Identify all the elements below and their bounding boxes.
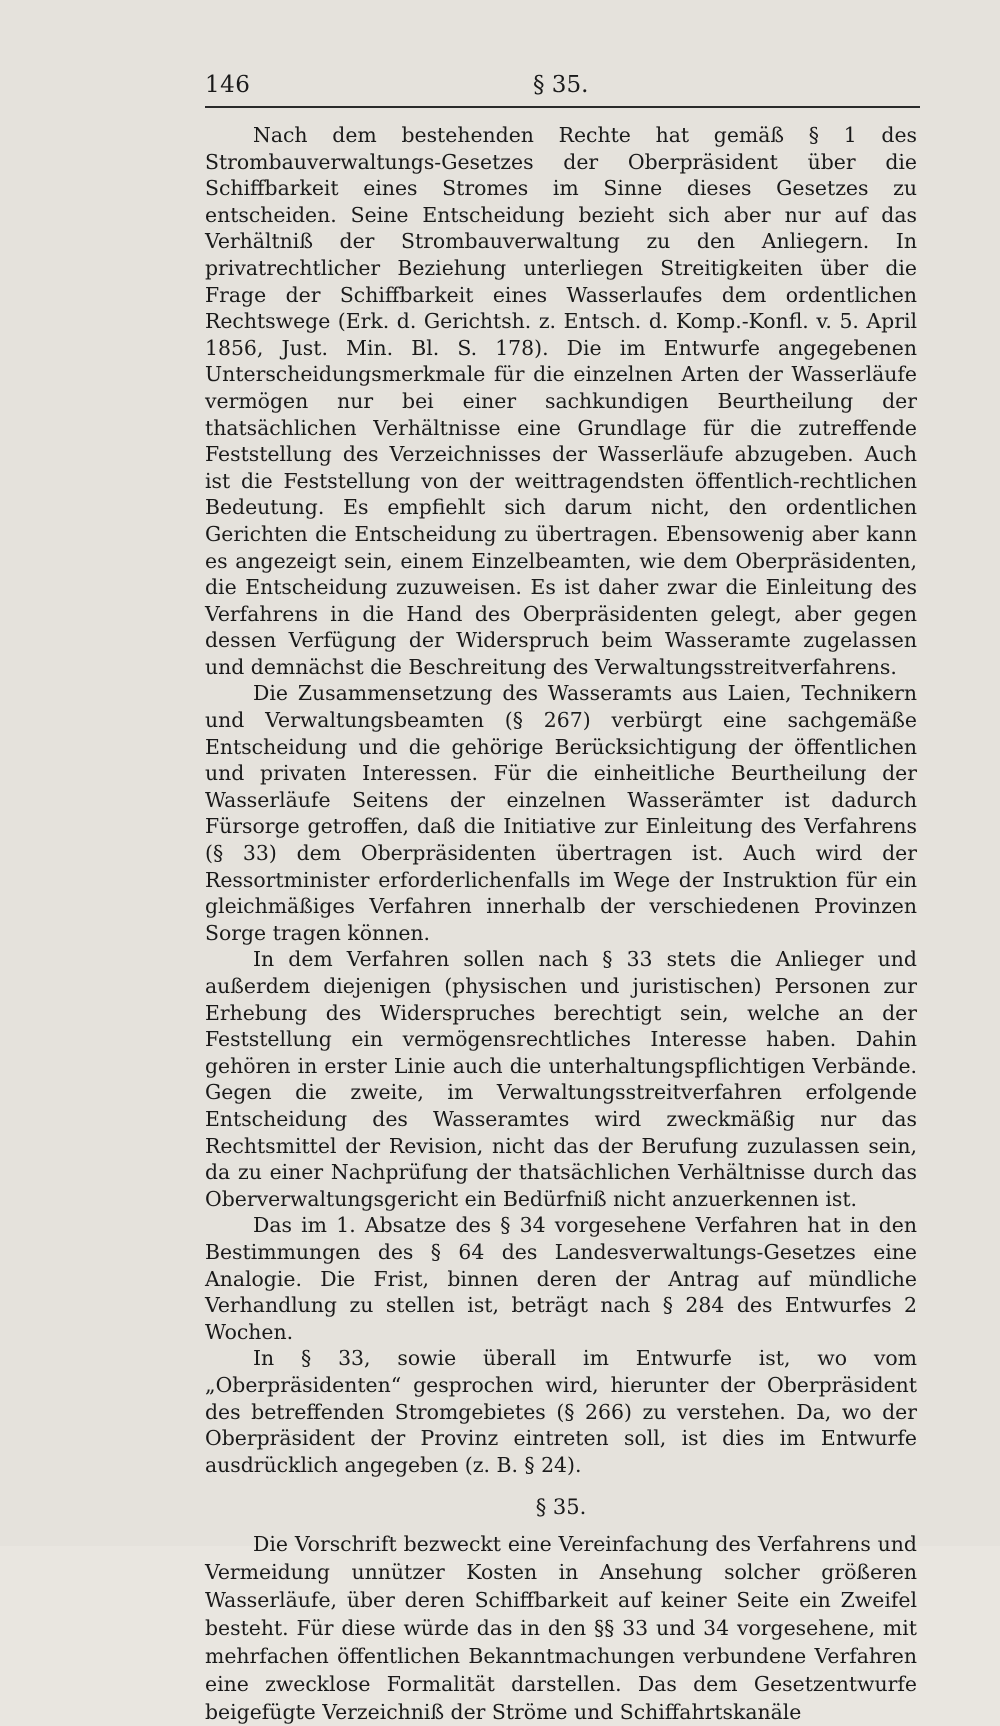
section-paragraph: Die Vorschrift bezweckt eine Vereinfachung des Verfahrens und Vermeidung unnützer Kosten in Ansehung solcher größeren Wasserläufe, über deren Schiffbarkeit auf keiner Seite ein Zweifel besteht. Für diese würde das in den §§ 33 und 34 vorgesehene, mit mehrfachen öffentlichen Bekanntmachungen verbundene Verfahren eine zwecklose Formalität darstellen. Das dem Gesetzentwurfe beigefügte Verzeichniß der Ströme und Schiffahrtskanäle (205, 1532, 917, 1725)
page-number: 146 (205, 72, 251, 98)
paragraph: Das im 1. Absatze des § 34 vorgesehene Verfahren hat in den Bestimmungen des § 64 des Landesverwaltungs-Gesetzes eine Analogie. Die Frist, binnen deren der Antrag auf mündliche Verhandlung zu stellen ist, beträgt nach § 284 des Entwurfes 2 Wochen. (205, 1213, 917, 1344)
body-text (205, 122, 917, 1726)
paragraph: Nach dem bestehenden Rechte hat gemäß § 1 des Strombauverwaltungs-Gesetzes der Oberpräsident über die Schiffbarkeit eines Stromes im Sinne dieses Gesetzes zu entscheiden. Seine Entscheidung bezieht sich aber nur auf das Verhältniß der Strombauverwaltung zu den Anliegern. In privatrechtlicher Beziehung unterliegen Streitigkeiten über die Frage der Schiffbarkeit eines Wasserlaufes dem ordentlichen Rechtswege (Erk. d. Gerichtsh. z. Entsch. d. Komp.-Konfl. v. 5. April 1856, Just. Min. Bl. S. 178). Die im Entwurfe angegebenen Unterscheidungsmerkmale für die einzelnen Arten der Wasserläufe vermögen nur bei einer sachkundigen Beurtheilung der thatsächlichen Verhältnisse eine Grundlage für die zutreffende Feststellung des Verzeichnisses der Wasserläufe abzugeben. Auch ist die Feststellung von der weittragendsten öffentlich-rechtlichen Bedeutung. Es empfiehlt sich darum nicht, den ordentlichen Gerichten die Entscheidung zu übertragen. Ebensowenig aber kann es angezeigt sein, einem Einzelbeamten, wie dem Oberpräsidenten, die Entscheidung zuzuweisen. Es ist daher zwar die Einleitung des Verfahrens in die Hand des Oberpräsidenten gelegt, aber gegen dessen Verfügung der Widerspruch beim Wasseramte zugelassen und demnächst die Beschreitung des Verwaltungsstreitverfahrens. (205, 123, 917, 679)
running-head: § 35. (533, 72, 589, 98)
section-heading: § 35. (535, 1495, 587, 1520)
paragraph: In dem Verfahren sollen nach § 33 stets die Anlieger und außerdem diejenigen (physischen und juristischen) Personen zur Erhebung des Widerspruches berechtigt sein, welche an der Feststellung ein vermögensrechtliches Interesse haben. Dahin gehören in erster Linie auch die unterhaltungspflichtigen Verbände. Gegen die zweite, im Verwaltungsstreitverfahren erfolgende Entscheidung des Wasseramtes wird zweckmäßig nur das Rechtsmittel der Revision, nicht das der Berufung zuzulassen sein, da zu einer Nachprüfung der thatsächlichen Verhältnisse durch das Oberverwaltungsgericht ein Bedürfniß nicht anzuerkennen ist. (205, 947, 917, 1211)
page-header (205, 70, 920, 108)
paragraph: In § 33, sowie überall im Entwurfe ist, wo vom „Oberpräsidenten“ gesprochen wird, hierunter der Oberpräsident des betreffenden Stromgebietes (§ 266) zu verstehen. Da, wo der Oberpräsident der Provinz eintreten soll, ist dies im Entwurfe ausdrücklich angegeben (z. B. § 24). (205, 1346, 917, 1477)
paragraph: Die Zusammensetzung des Wasseramts aus Laien, Technikern und Verwaltungsbeamten (§ 267) verbürgt eine sachgemäße Entscheidung und die gehörige Berücksichtigung der öffentlichen und privaten Interessen. Für die einheitliche Beurtheilung der Wasserläufe Seitens der einzelnen Wasserämter ist dadurch Fürsorge getroffen, daß die Initiative zur Einleitung des Verfahrens (§ 33) dem Oberpräsidenten übertragen ist. Auch wird der Ressortminister erforderlichenfalls im Wege der Instruktion für ein gleichmäßiges Verfahren innerhalb der verschiedenen Provinzen Sorge tragen können. (205, 681, 917, 945)
